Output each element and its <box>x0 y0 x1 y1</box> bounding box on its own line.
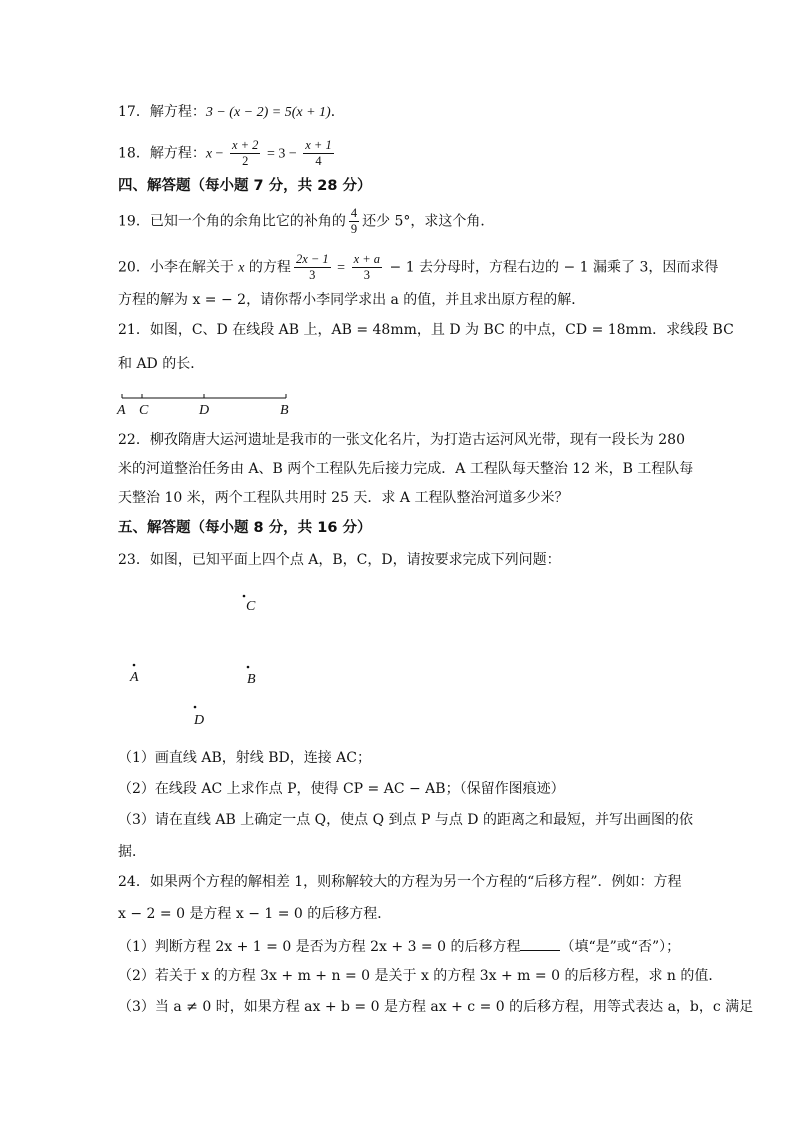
q19-before: 19．已知一个角的余角比它的补角的 <box>118 213 346 230</box>
question-24-sub-3: （3）当 a ≠ 0 时，如果方程 ax + b = 0 是方程 ax + c = 0 的后移方程，用等式表达 a，b，c 满足 <box>118 999 754 1015</box>
question-24-line-1: 24．如果两个方程的解相差 1，则称解较大的方程为另一个方程的“后移方程”．例如：方程 <box>118 874 682 890</box>
point-label-a: A <box>130 670 139 685</box>
q20-line1-b: 的方程 <box>244 259 291 276</box>
point-d <box>194 706 197 709</box>
q18-num2: x + 1 <box>305 138 332 152</box>
answer-blank[interactable] <box>520 936 560 951</box>
q18-fraction-1 <box>230 138 260 169</box>
q19-after: 还少 5°，求这个角． <box>362 213 495 230</box>
q20-fraction-1 <box>294 252 331 283</box>
label-c: C <box>139 403 149 418</box>
q18-den2: 4 <box>315 154 322 168</box>
question-21-line-2: 和 AD 的长． <box>118 356 205 372</box>
q17-equation: 3 − (x − 2) = 5(x + 1) <box>205 105 331 120</box>
q19-den: 9 <box>350 222 358 236</box>
q20-num1: 2x − 1 <box>295 252 329 266</box>
point-a <box>133 664 136 667</box>
question-23-sub-1: （1）画直线 AB，射线 BD，连接 AC； <box>118 750 371 766</box>
q18-den1: 2 <box>242 154 249 168</box>
point-label-c: C <box>246 599 256 614</box>
q18-num1: x + 2 <box>231 138 259 152</box>
question-23-sub-2: （2）在线段 AC 上求作点 P，使得 CP = AC − AB；（保留作图痕迹） <box>118 781 565 797</box>
q18-x: x <box>205 146 213 162</box>
q20-line1-c: − 1 去分母时，方程右边的 − 1 漏乘了 3，因而求得 <box>385 259 719 276</box>
question-22-line-2: 米的河道整治任务由 A、B 两个工程队先后接力完成．A 工程队每天整治 12 米，B 工程队每 <box>118 461 694 477</box>
section-5-heading: 五、解答题（每小题 8 分，共 16 分） <box>118 520 372 536</box>
q18-fraction-2 <box>303 138 333 169</box>
section-4-heading: 四、解答题（每小题 7 分，共 28 分） <box>118 178 372 194</box>
point-b <box>247 666 250 669</box>
question-22-line-1: 22．柳孜隋唐大运河遗址是我市的一张文化名片，为打造古运河风光带，现有一段长为 280 <box>118 432 685 448</box>
q19-num: 4 <box>350 206 358 220</box>
q17-prefix: 17．解方程： <box>118 104 206 120</box>
point-label-d: D <box>194 713 205 728</box>
q20-line1-x: x <box>238 260 245 276</box>
q20-den2: 3 <box>363 268 370 282</box>
point-label-b: B <box>247 672 256 687</box>
q17-suffix: ． <box>330 104 345 120</box>
q20-line1-a: 20．小李在解关于 <box>118 259 239 276</box>
q18-minus: − <box>212 146 227 162</box>
question-23-sub-3-line-1: （3）请在直线 AB 上确定一点 Q，使点 Q 到点 P 与点 D 的距离之和最短，并写出画图的依 <box>118 812 693 828</box>
q24-sub1-b: （填“是”或“否”）； <box>560 939 681 955</box>
question-20-line-2: 方程的解为 x = − 2，请你帮小李同学求出 a 的值，并且求出原方程的解． <box>118 292 586 308</box>
q20-den1: 3 <box>309 268 316 282</box>
question-24-sub-2: （2）若关于 x 的方程 3x + m + n = 0 是关于 x 的方程 3x + m = 0 的后移方程，求 n 的值． <box>118 968 723 984</box>
label-b: B <box>280 403 289 418</box>
label-d: D <box>199 403 210 418</box>
question-20-line-1 <box>118 252 718 284</box>
q20-fraction-2 <box>352 252 382 283</box>
question-23-sub-3-line-2: 据． <box>118 844 146 860</box>
question-17 <box>118 102 345 123</box>
question-24-sub-1 <box>118 936 680 957</box>
question-21-line-1: 21．如图，C、D 在线段 AB 上，AB = 48mm，且 D 为 BC 的中点，CD = 18mm．求线段 BC <box>118 322 734 338</box>
q18-eq: = 3 − <box>263 146 301 162</box>
q24-sub1-a: （1）判断方程 2x + 1 = 0 是否为方程 2x + 3 = 0 的后移方程 <box>118 939 521 955</box>
q19-fraction <box>349 206 359 237</box>
question-24-line-2: x − 2 = 0 是方程 x − 1 = 0 的后移方程． <box>118 906 392 922</box>
question-19 <box>118 206 494 237</box>
question-18 <box>118 138 337 170</box>
q18-prefix: 18．解方程： <box>118 145 206 162</box>
segment-figure <box>112 388 302 420</box>
q20-num2: x + a <box>353 252 381 266</box>
point-c <box>243 595 246 598</box>
question-22-line-3: 天整治 10 米，两个工程队共用时 25 天．求 A 工程队整治河道多少米？ <box>118 490 569 506</box>
points-figure <box>120 585 290 735</box>
label-a: A <box>117 403 126 418</box>
q20-eq: = <box>333 260 349 276</box>
question-23-line-1: 23．如图，已知平面上四个点 A，B，C，D，请按要求完成下列问题： <box>118 552 561 568</box>
